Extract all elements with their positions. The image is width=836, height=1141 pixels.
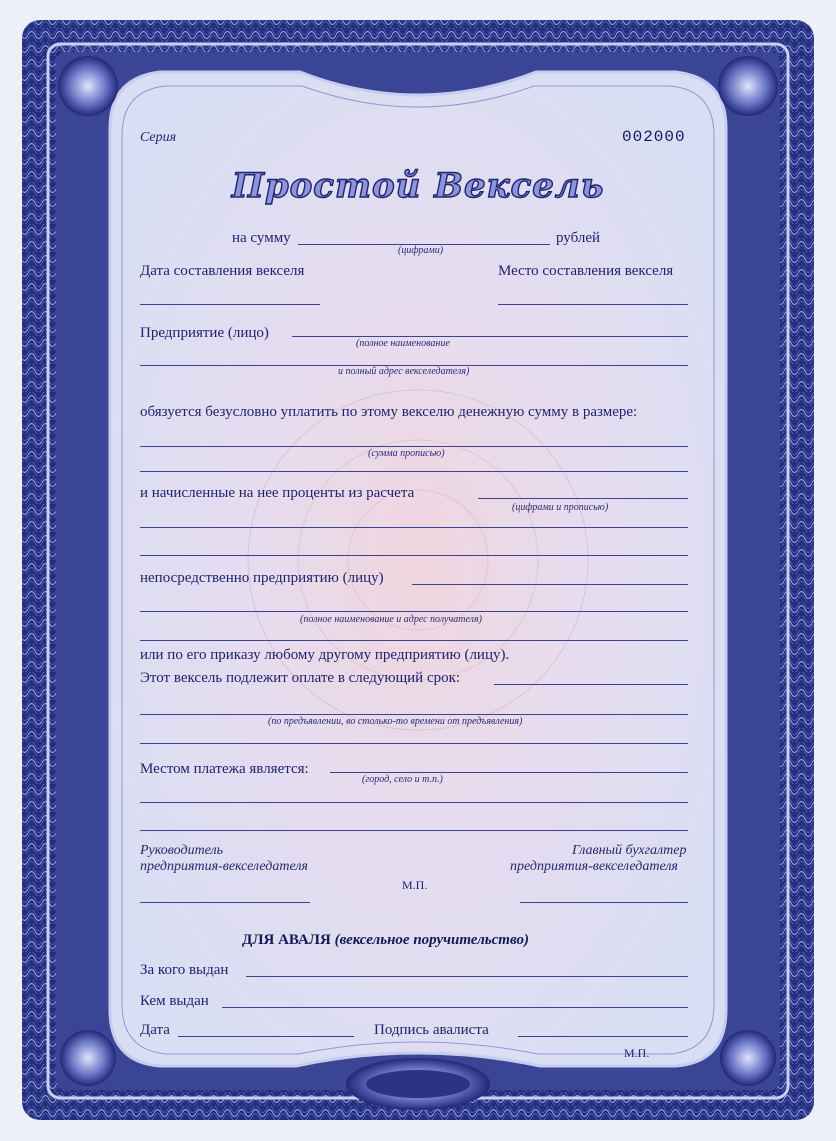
issue-date-label: Дата составления векселя [140, 263, 305, 279]
aval-heading-subtitle: (вексельное поручительство) [334, 932, 529, 948]
amount-words-hint: (сумма прописью) [368, 448, 445, 459]
term-hint: (по предъявлении, во столько-то времени от предъявления) [268, 716, 523, 727]
enterprise-hint-2: и полный адрес векселедателя) [338, 366, 470, 377]
aval-for-whom-label: За кого выдан [140, 962, 229, 978]
payment-place-line-2[interactable] [140, 802, 688, 803]
aval-for-whom-line[interactable] [246, 976, 688, 977]
aval-heading-title: ДЛЯ АВАЛЯ [242, 932, 331, 948]
term-line-2[interactable] [140, 714, 688, 715]
amount-words-line-1[interactable] [140, 446, 688, 447]
enterprise-label: Предприятие (лицо) [140, 325, 269, 341]
issue-date-line[interactable] [140, 304, 320, 305]
payment-place-line-3[interactable] [140, 830, 688, 831]
interest-line-2[interactable] [140, 527, 688, 528]
aval-date-line[interactable] [178, 1036, 354, 1037]
payment-place-label: Местом платежа является: [140, 761, 309, 777]
enterprise-hint-1: (полное наименование [356, 338, 450, 349]
head-signature-line[interactable] [140, 902, 310, 903]
sum-label: на сумму [232, 230, 291, 246]
interest-line-1[interactable] [478, 498, 688, 499]
aval-signature-label: Подпись авалиста [374, 1022, 489, 1038]
sum-hint: (цифрами) [398, 245, 444, 256]
head-title-1: Руководитель [140, 843, 224, 858]
head-title-2: предприятия-векселедателя [140, 859, 308, 874]
payee-line-2[interactable] [140, 611, 688, 612]
serial-number: 002000 [622, 128, 686, 146]
payee-line-1[interactable] [412, 584, 688, 585]
enterprise-line-1[interactable] [292, 336, 688, 337]
interest-hint: (цифрами и прописью) [512, 502, 609, 513]
interest-text: и начисленные на нее проценты из расчета [140, 485, 415, 501]
issue-place-line[interactable] [498, 304, 688, 305]
term-line-1[interactable] [494, 684, 688, 685]
obligation-text: обязуется безусловно уплатить по этому векселю денежную сумму в размере: [140, 404, 638, 420]
term-line-3[interactable] [140, 743, 688, 744]
aval-by-whom-line[interactable] [222, 1007, 688, 1008]
accountant-title-1: Главный бухгалтер [572, 843, 687, 858]
issue-place-label: Место составления векселя [498, 263, 674, 279]
accountant-signature-line[interactable] [520, 902, 688, 903]
payment-place-hint: (город, село и т.п.) [362, 774, 443, 785]
aval-heading [242, 932, 529, 949]
payee-text: непосредственно предприятию (лицу) [140, 570, 384, 586]
payment-place-line-1[interactable] [330, 772, 688, 773]
payee-hint: (полное наименование и адрес получателя) [300, 614, 482, 625]
aval-stamp-mark: М.П. [624, 1046, 650, 1060]
accountant-title-2: предприятия-векселедателя [510, 859, 678, 874]
payee-line-3[interactable] [140, 640, 688, 641]
aval-by-whom-label: Кем выдан [140, 993, 209, 1009]
aval-date-label: Дата [140, 1022, 170, 1038]
order-text: или по его приказу любому другому предприятию (лицу). [140, 647, 510, 663]
currency-label: рублей [556, 230, 601, 246]
aval-signature-line[interactable] [518, 1036, 688, 1037]
document-title: Простой Вексель [231, 166, 605, 206]
amount-words-line-2[interactable] [140, 471, 688, 472]
term-text: Этот вексель подлежит оплате в следующий срок: [140, 670, 461, 686]
series-label: Серия [140, 130, 177, 145]
interest-line-3[interactable] [140, 555, 688, 556]
stamp-mark: М.П. [402, 878, 428, 892]
